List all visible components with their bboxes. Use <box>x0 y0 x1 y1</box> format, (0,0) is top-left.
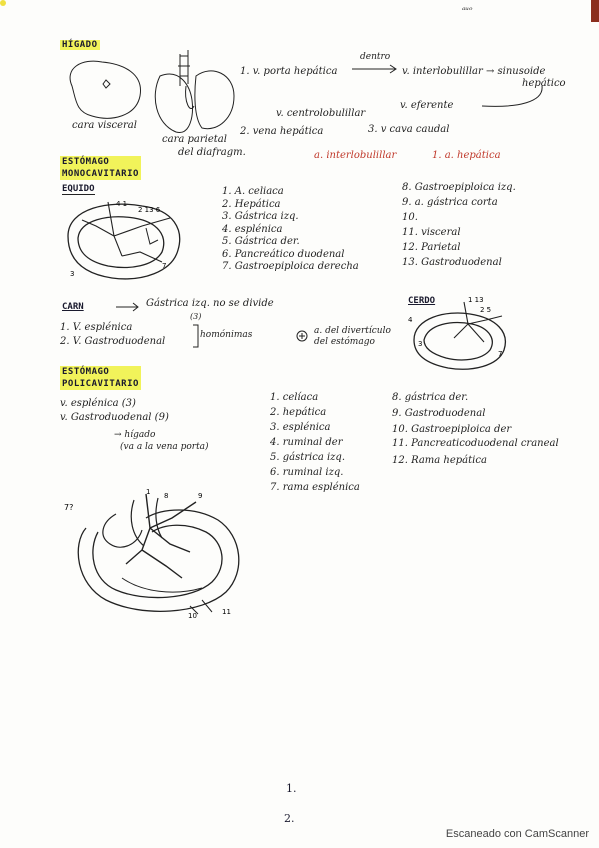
plus-circle-icon <box>296 330 308 342</box>
carn-2: 2. V. Gastroduodenal <box>60 336 166 347</box>
cara-parietal-label: cara parietal <box>162 134 227 145</box>
list-item: 9. a. gástrica corta <box>402 197 498 208</box>
carn-3: (3) <box>190 312 202 321</box>
list-item: 7. rama esplénica <box>270 482 360 493</box>
page-corner-mark <box>591 0 599 22</box>
flow-dentro: dentro <box>360 52 391 62</box>
camscanner-footer: Escaneado con CamScanner <box>445 828 589 840</box>
liver-visceral-drawing <box>62 56 152 126</box>
list-item: 9. Gastroduodenal <box>392 408 486 419</box>
list-item: 6. ruminal izq. <box>270 467 344 478</box>
list-item: 3. Gástrica izq. <box>222 211 299 222</box>
monocavitario-title-1: ESTÓMAGO <box>60 156 141 168</box>
monocavitario-title <box>60 156 141 180</box>
svg-text:7?: 7? <box>64 503 74 512</box>
bracket-icon <box>192 324 200 348</box>
flow-1-start: 1. v. porta hepática <box>240 66 338 77</box>
list-item: 12. Rama hepática <box>392 455 487 466</box>
cara-visceral-label: cara visceral <box>72 120 137 131</box>
monocavitario-title-2: MONOCAVITARIO <box>62 169 139 179</box>
list-item: 5. Gástrica der. <box>222 236 300 247</box>
flow-3-a: 2. vena hepática <box>240 126 324 137</box>
top-scribble: ᵃᵘᵒ <box>462 6 473 16</box>
list-item: 10. <box>402 212 418 223</box>
svg-text:10: 10 <box>188 612 197 620</box>
svg-text:7: 7 <box>162 262 167 270</box>
page-corner-dot <box>0 0 6 6</box>
svg-text:9: 9 <box>198 492 203 500</box>
svg-text:4 1: 4 1 <box>116 200 128 208</box>
svg-text:2 5: 2 5 <box>480 306 492 314</box>
poli-left-2: v. Gastroduodenal (9) <box>60 412 169 423</box>
diafragm-label: del diafragm. <box>178 147 246 158</box>
poli-left-1: v. esplénica (3) <box>60 398 136 409</box>
cerdo-label: CERDO <box>408 296 436 306</box>
list-item: 8. gástrica der. <box>392 392 469 403</box>
flow-1-mid: v. interlobulillar → sinusoide <box>402 66 546 77</box>
carn-text: Gástrica izq. no se divide <box>146 298 274 309</box>
higado-title: HÍGADO <box>62 40 98 50</box>
svg-text:11: 11 <box>222 608 231 616</box>
svg-text:1 13: 1 13 <box>468 296 484 304</box>
carn-plus: a. del divertículo del estómago <box>314 326 391 347</box>
liver-parietal-drawing <box>150 46 240 138</box>
carn-label: CARN <box>62 302 84 312</box>
arrow-right-icon <box>352 64 400 74</box>
list-item: 8. Gastroepiploica izq. <box>402 182 516 193</box>
equido-label: EQUIDO <box>62 184 95 194</box>
red-a-interlobulillar: a. interlobulillar <box>314 150 397 161</box>
svg-text:8: 8 <box>164 492 169 500</box>
svg-text:3: 3 <box>418 340 423 348</box>
policavitario-list-mid <box>270 390 360 495</box>
policavitario-title <box>60 366 141 390</box>
arrow-right-icon <box>116 302 142 312</box>
poli-left-3: → hígado <box>114 430 156 440</box>
list-item: 11. Pancreaticoduodenal craneal <box>392 438 559 449</box>
page-number-1: 1. <box>286 782 297 795</box>
svg-text:7: 7 <box>498 350 503 358</box>
monocavitario-list-left <box>222 186 359 274</box>
cerdo-stomach-drawing <box>406 294 516 374</box>
policavitario-title-1: ESTÓMAGO <box>60 366 141 378</box>
flow-2-a: v. centrolobulillar <box>276 108 366 119</box>
list-item: 13. Gastroduodenal <box>402 257 502 268</box>
policavitario-stomach-drawing <box>62 488 252 620</box>
list-item: 5. gástrica izq. <box>270 452 345 463</box>
svg-text:2 13 6: 2 13 6 <box>138 206 161 214</box>
flow-3-b: 3. v cava caudal <box>368 124 450 135</box>
list-item: 4. esplénica <box>222 223 283 235</box>
svg-text:1: 1 <box>146 488 151 496</box>
flow-1-end: hepático <box>522 78 566 89</box>
monocavitario-list-right <box>402 180 516 270</box>
page-number-2: 2. <box>284 812 295 825</box>
list-item: 2. Hepática <box>222 198 281 210</box>
policavitario-list-right <box>392 390 592 469</box>
poli-left-4: (va a la vena porta) <box>120 442 209 452</box>
list-item: 1. A. celiaca <box>222 186 284 197</box>
list-item: 11. visceral <box>402 227 461 238</box>
equido-stomach-drawing <box>62 196 187 286</box>
carn-1: 1. V. esplénica <box>60 322 133 333</box>
carn-homonimas: homónimas <box>200 330 253 340</box>
policavitario-title-2: POLICAVITARIO <box>62 379 139 389</box>
svg-text:4: 4 <box>408 316 413 324</box>
flow-2-b: v. eferente <box>400 100 454 111</box>
return-curve-icon <box>478 86 548 116</box>
list-item: 7. Gastroepiploica derecha <box>222 261 359 272</box>
list-item: 12. Parietal <box>402 242 461 253</box>
red-a-hepatica: 1. a. hepática <box>432 150 501 161</box>
list-item: 4. ruminal der <box>270 437 343 448</box>
list-item: 10. Gastroepiploica der <box>392 424 512 435</box>
svg-text:3: 3 <box>70 270 75 278</box>
list-item: 2. hepática <box>270 407 327 418</box>
list-item: 1. celíaca <box>270 392 319 403</box>
list-item: 3. esplénica <box>270 422 331 433</box>
list-item: 6. Pancreático duodenal <box>222 248 345 260</box>
